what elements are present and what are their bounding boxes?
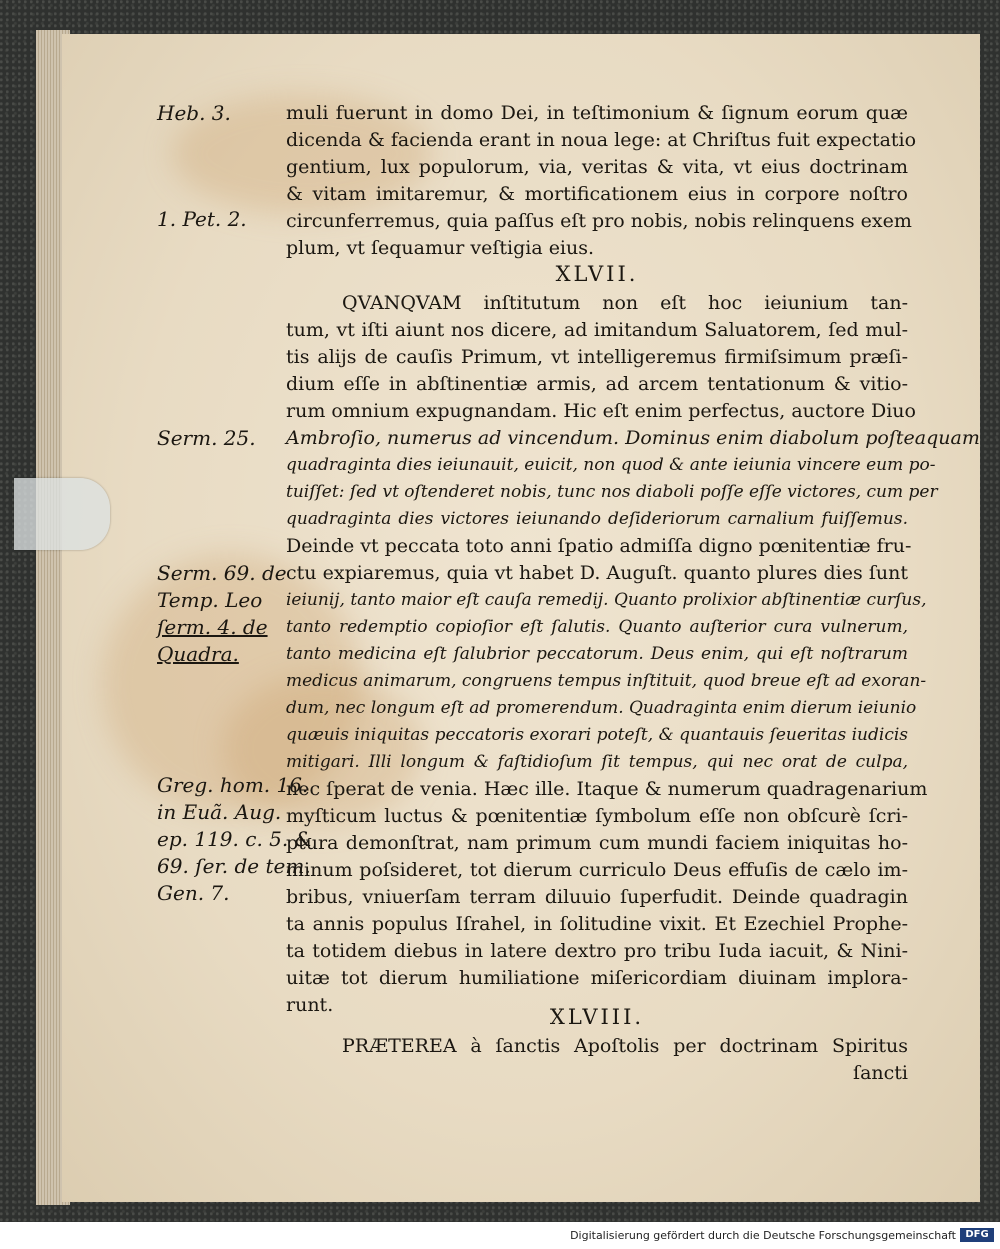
sidenote-pet: 1. Pet. 2. (157, 207, 247, 231)
section-heading-xlviii: XLVIII. (549, 1005, 645, 1029)
sidenote-line: Greg. hom. 16. (157, 773, 309, 797)
text-line: Ambroſio, numerus ad vincendum. Dominus enim diabolum poſteaquam (286, 427, 980, 449)
text-line: quadraginta dies ieiunauit, euicit, non quod & ante ieiunia vincere eum po- (286, 455, 936, 475)
paragraph-1 (286, 100, 917, 262)
text-line: & vitam imitaremur, & mortificationem eius in corpore noſtro (286, 183, 908, 205)
text-line: nec ſperat de venia. Hæc ille. Itaque & numerum quadragenarium (286, 778, 928, 800)
text-line: circunferremus, quia paſſus eſt pro nobis, nobis relinquens exem (286, 210, 912, 232)
sidenote-line: ſerm. 4. de (157, 615, 268, 639)
sidenote-line: 69. ſer. de tem. (157, 854, 311, 878)
section-heading-xlvii: XLVII. (555, 262, 639, 286)
text-line: dum, nec longum eſt ad promerendum. Quadraginta enim dierum ieiunio (286, 698, 917, 718)
text-line: ctu expiaremus, quia vt habet D. Auguſt. quanto plures dies ſunt (286, 562, 908, 584)
text-line: uitæ tot dierum humiliatione miſericordiam diuinam implora- (286, 967, 908, 989)
text-line: dium eſſe in abſtinentiæ armis, ad arcem tentationum & vitio- (286, 373, 908, 395)
text-line: PRÆTEREA à ſanctis Apoſtolis per doctrinam Spiritus (342, 1035, 908, 1057)
clip-tab (14, 478, 110, 550)
digitization-footer (0, 1222, 1000, 1249)
sidenote-line: Serm. 69. de (157, 561, 287, 585)
sidenote-greg (157, 772, 313, 907)
text-line: QVANQVAM inſtitutum non eſt hoc ieiunium tan- (342, 292, 908, 314)
text-line: quæuis iniquitas peccatoris exorari poteſt, & quantauis ſeueritas iudicis (286, 725, 908, 745)
sidenote-serm25: Serm. 25. (157, 426, 256, 450)
text-line: runt. (286, 994, 334, 1016)
text-line: muli fuerunt in domo Dei, in teſtimonium & ſignum eorum quæ (286, 102, 908, 124)
text-line: quadraginta dies victores ieiunando deſideriorum carnalium fuiſſemus. (286, 509, 908, 529)
sidenote-line: ep. 119. c. 5. & (157, 827, 313, 851)
text-line: minum poſsideret, tot dierum curriculo Deus effuſis de cælo im- (286, 859, 908, 881)
text-line: Deinde vt peccata toto anni ſpatio admiſſa digno pœnitentiæ fru- (286, 535, 912, 557)
text-line: mitigari. Illi longum & faſtidioſum ſit tempus, qui nec orat de culpa, (286, 752, 908, 772)
text-line: rum omnium expugnandam. Hic eſt enim perfectus, auctore Diuo (286, 400, 916, 422)
text-line: plum, vt ſequamur veſtigia eius. (286, 237, 595, 259)
paragraph-2 (286, 290, 980, 1019)
text-line: gentium, lux populorum, via, veritas & vita, vt eius doctrinam (286, 156, 908, 178)
text-line: ta totidem diebus in latere dextro pro tribu Iuda iacuit, & Nini- (286, 940, 908, 962)
dfg-logo: DFG (960, 1228, 994, 1242)
sidenote-line: Quadra. (157, 642, 239, 666)
text-line: myſticum luctus & pœnitentiæ ſymbolum eſſe non obſcurè ſcri- (286, 805, 908, 827)
text-line: tis alijs de cauſis Primum, vt intelligeremus firmiſsimum præſi- (286, 346, 908, 368)
text-line: tuiſſet: ſed vt oſtenderet nobis, tunc nos diaboli poſſe eſſe victores, cum per (286, 482, 938, 502)
sidenote-line: Gen. 7. (157, 881, 230, 905)
text-line: tanto redemptio copioſior eſt ſalutis. Quanto auſterior cura vulnerum, (286, 617, 908, 637)
text-line: ta annis populus Iſrahel, in ſolitudine vixit. Et Ezechiel Prophe- (286, 913, 908, 935)
funding-credit: Digitalisierung gefördert durch die Deutsche Forschungsgemeinschaft (570, 1229, 956, 1242)
text-line: tanto medicina eſt ſalubrior peccatorum. Deus enim, qui eſt noſtrarum (286, 644, 908, 664)
text-line: bribus, vniuerſam terram diluuio ſuperfudit. Deinde quadragin (286, 886, 908, 908)
sidenote-heb: Heb. 3. (157, 101, 231, 125)
sidenote-line: in Euã. Aug. (157, 800, 282, 824)
sidenote-serm69 (157, 560, 287, 668)
text-line: ptura demonſtrat, nam primum cum mundi faciem iniquitas ho- (286, 832, 908, 854)
text-line: ieiunij, tanto maior eſt cauſa remedij. Quanto prolixior abſtinentiæ curſus, (286, 590, 927, 610)
sidenote-line: Temp. Leo (157, 588, 263, 612)
paragraph-3 (286, 1033, 908, 1087)
catchword: ſancti (853, 1062, 908, 1084)
text-line: tum, vt iſti aiunt nos dicere, ad imitandum Saluatorem, ſed mul- (286, 319, 908, 341)
text-line: medicus animarum, congruens tempus inſtituit, quod breue eſt ad exoran- (286, 671, 927, 691)
text-line: dicenda & facienda erant in noua lege: at Chriſtus fuit expectatio (286, 129, 917, 151)
